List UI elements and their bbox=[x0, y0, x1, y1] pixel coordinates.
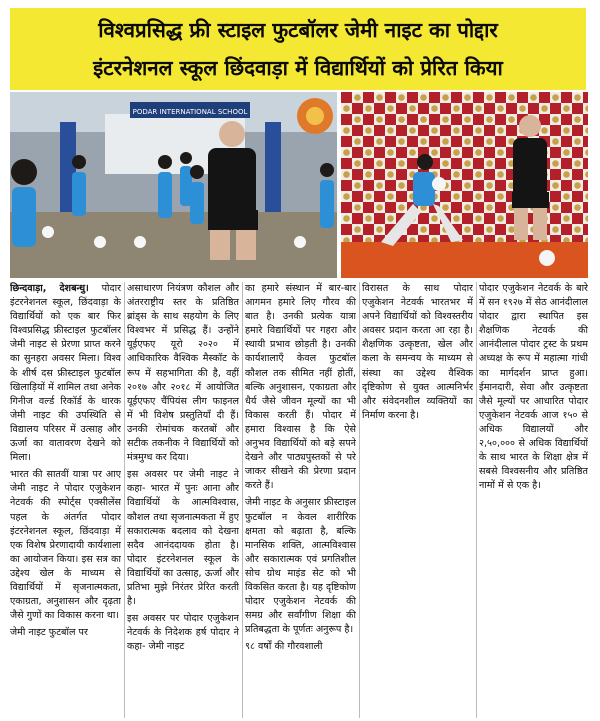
headline-line-2: इंटरनेशनल स्कूल छिंदवाड़ा में विद्यार्थियों को प्रेरित किया bbox=[93, 56, 503, 80]
column-divider bbox=[359, 282, 360, 718]
paragraph: का हमारे संस्थान में बार-बार आगमन हमारे लिए गौरव की बात है। उनकी प्रत्येक यात्रा हमारे विद्यार्थियों पर गहरा और स्थायी प्रभाव छोड़ती है। उनकी कार्यशालाएँ केवल फुटबॉल कौशल तक सीमित नहीं होतीं, बल्कि अनुशासन, एकाग्रता और धैर्य जैसे जीवन मूल्यों का भी विकास करती हैं। पोदार में हमारा विश्वास है कि ऐसे अनुभव विद्यार्थियों को बड़े सपने देखने और पाठ्यपुस्तकों से परे जाकर सीखने की प्रेरणा प्रदान करते हैं। bbox=[245, 283, 356, 492]
article-column-1 bbox=[10, 282, 121, 718]
article-column-2 bbox=[127, 282, 239, 718]
paragraph: पोदार एजुकेशन नेटवर्क के बारे में सन १९२७ में सेठ आनंदीलाल पोदार द्वारा स्थापित इस शैक्षणिक नेटवर्क की आनंदीलाल पोदार ट्रस्ट के प्रथम अध्यक्ष के रूप में महात्मा गांधी का मार्गदर्शन प्राप्त हुआ। ईमानदारी, सेवा और उत्कृष्टता जैसे मूल्यों पर आधारित पोदार एजुकेशन नेटवर्क आज १५० से अधिक विद्यालयों और २,५०,००० से अधिक विद्यार्थियों के साथ भारत के शिक्षा क्षेत्र में सबसे विश्वसनीय और प्रतिष्ठित नामों में से एक है। bbox=[479, 283, 588, 492]
paragraph: जेमी नाइट फुटबॉल पर bbox=[10, 627, 88, 639]
article-column-5 bbox=[479, 282, 588, 718]
paragraph: ९८ वर्षों की गौरवशाली bbox=[245, 641, 323, 653]
headline-line-1: विश्वप्रसिद्ध फ्री स्टाइल फुटबॉलर जेमी नाइट का पोद्दार bbox=[98, 18, 498, 42]
article-column-3 bbox=[245, 282, 356, 718]
paragraph: विरासत के साथ पोदार एजुकेशन नेटवर्क भारतभर में अपने विद्यार्थियों को विश्वस्तरीय अवसर प्रदान करता आ रहा है। शैक्षणिक उत्कृष्टता, खेल और कला के समन्वय के माध्यम से संस्था का उद्देश्य वैश्विक दृष्टिकोण से युक्त आत्मनिर्भर और संवेदनशील व्यक्तियों का निर्माण करना है। bbox=[362, 283, 473, 421]
photo-school-ground-image bbox=[10, 92, 337, 278]
headline-banner bbox=[10, 8, 586, 90]
article-column-4 bbox=[362, 282, 473, 718]
article-body bbox=[10, 282, 588, 718]
paragraph: इस अवसर पर जेमी नाइट ने कहा- भारत में पुनः आना और विद्यार्थियों के आत्मविश्वास, कौशल तथा सृजनात्मकता में हुए सकारात्मक बदलाव को देखना सदैव आनंददायक होता है। पोदार इंटरनेशनल स्कूल के विद्यार्थियों का उत्साह, ऊर्जा और प्रतिभा मुझे निरंतर प्रेरित करती है। bbox=[127, 469, 239, 608]
photo-demonstration bbox=[341, 92, 588, 278]
dateline: छिन्दवाड़ा, देशबन्धु। bbox=[10, 283, 89, 294]
paragraph: भारत की सातवीं यात्रा पर आए जेमी नाइट ने पोदार एजुकेशन नेटवर्क की स्पोर्ट्स एक्सीलेंस पहल के अंतर्गत पोदार इंटरनेशनल स्कूल, छिंदवाड़ा में एक विशेष प्रेरणादायी कार्यशाला का आयोजन किया। इस सत्र का उद्देश्य खेल के माध्यम से विद्यार्थियों में सृजनात्मकता, एकाग्रता, अनुशासन और दृढ़ता जैसे गुणों का विकास करना था। bbox=[10, 469, 121, 622]
paragraph: जेमी नाइट के अनुसार फ्रीस्टाइल फुटबॉल न केवल शारीरिक क्षमता को बढ़ाता है, बल्कि मानसिक शक्ति, आत्मविश्वास और सकारात्मक एवं प्रगतिशील सोच ग्रोथ माइंड सेट को भी विकसित करता है। यह दृष्टिकोण पोदार एजुकेशन नेटवर्क की समग्र और सर्वांगीण शिक्षा की प्रतिबद्धता के पूर्णतः अनुरूप है। bbox=[245, 497, 356, 636]
school-sign: PODAR INTERNATIONAL SCHOOL bbox=[132, 108, 248, 116]
photo-school-ground bbox=[10, 92, 337, 278]
column-divider bbox=[124, 282, 125, 718]
column-divider bbox=[476, 282, 477, 718]
paragraph: असाधारण नियंत्रण कौशल और अंतरराष्ट्रीय स्तर के प्रतिष्ठित ब्रांड्स के साथ सहयोग के लिए विश्वभर में प्रसिद्ध हैं। उन्होंने यूईएफए यूरो २०२० में आधिकारिक वैश्विक मैस्कॉट के रूप में सहभागिता की है, वहीं २०१७ और २०१८ में आयोजित यूईएफए चैंपियंस लीग फाइनल में भी विशेष प्रस्तुतियाँ दी हैं। उनकी रोमांचक करतबों और सटीक तकनीक ने विद्यार्थियों को मंत्रमुग्ध कर दिया। bbox=[127, 283, 239, 464]
paragraph: पोदार इंटरनेशनल स्कूल, छिंदवाड़ा के विद्यार्थियों को एक बार फिर विश्वप्रसिद्ध फ्रीस्टाइल फुटबॉलर जेमी नाइट से प्रेरणा प्राप्त करने का सुनहरा अवसर मिला। विश्व के शीर्ष दस फ्रीस्टाइल फुटबॉल खिलाड़ियों में शामिल तथा अनेक गिनीज वर्ल्ड रिकॉर्ड के धारक जेमी नाइट की उपस्थिति से विद्यालय परिसर में उत्साह और ऊर्जा का वातावरण देखने को मिला। bbox=[10, 283, 121, 464]
paragraph: इस अवसर पर पोदार एजुकेशन नेटवर्क के निदेशक हर्ष पोदार ने कहा- जेमी नाइट bbox=[127, 613, 239, 653]
photo-demonstration-image bbox=[341, 92, 588, 278]
column-divider bbox=[242, 282, 243, 718]
